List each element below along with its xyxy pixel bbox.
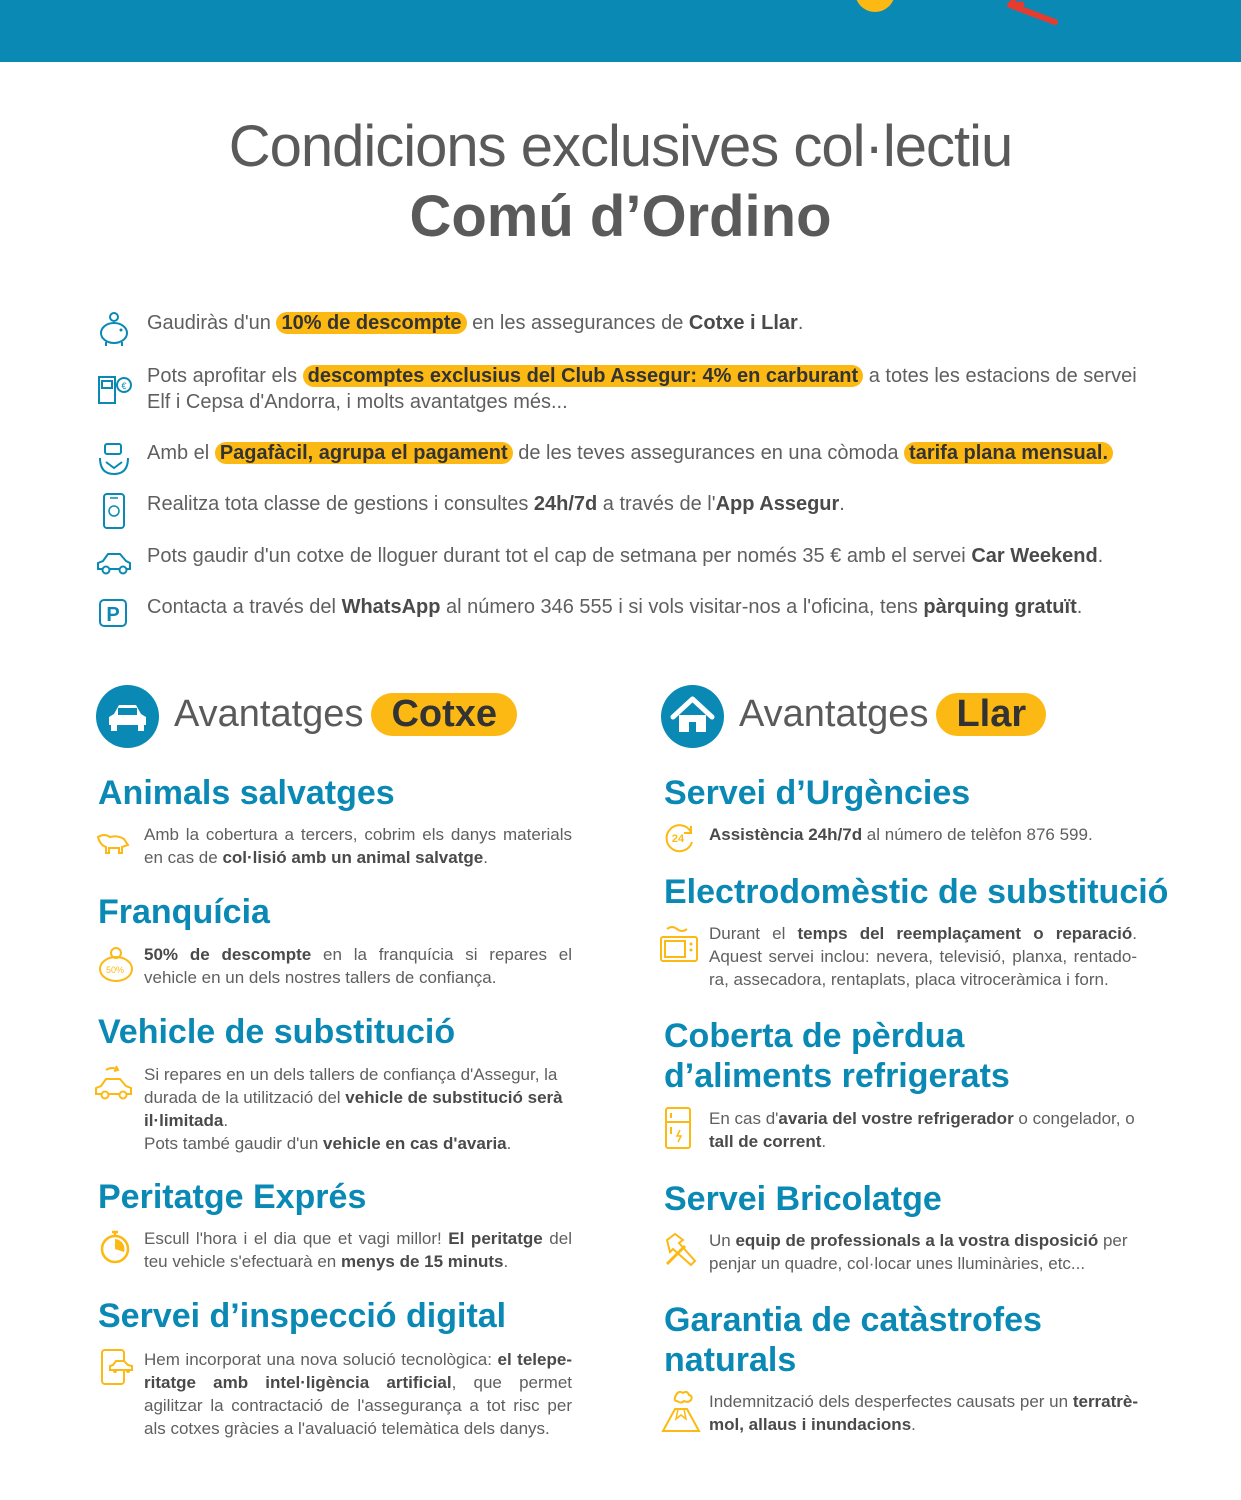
- title-line2: Comú d’Ordino: [409, 184, 832, 249]
- item-text: Escull l'hora i el dia que et vagi millor! El peritatge del teu vehicle s'efectuarà en menys de 15 minuts.: [144, 1229, 572, 1271]
- animal-icon: [96, 823, 132, 859]
- heading: Servei d’inspecció digital: [98, 1297, 507, 1335]
- feature-text: Amb el: [147, 442, 215, 464]
- item-text: Indemnització dels desperfectes causats per un terratrèmol, allaus i inundacions.: [709, 1392, 1139, 1434]
- header-banner: [0, 0, 1241, 62]
- car-circle-icon: [96, 685, 159, 748]
- item-text: Durant el temps del reemplaçament o reparació. Aquest servei inclou: nevera, televisió, planxa, rentadora, assecadora, rentaplats, placa vitroceràmica i forn.: [709, 924, 1137, 989]
- piggy-percent-icon: [96, 945, 136, 985]
- feature-text: Pots gaudir d'un cotxe de lloguer durant tot el cap de setmana per només 35 € amb el servei: [147, 545, 972, 567]
- page-title: [0, 112, 1241, 252]
- section-label: Avantatges: [174, 693, 364, 735]
- bold-text: Cotxe i Llar: [688, 312, 798, 334]
- feature-text: al número 346 555 i si vols visitar-nos a l'oficina, tens: [440, 596, 924, 618]
- bold-text: 24h/7d: [533, 493, 598, 515]
- feature-item: [96, 363, 1156, 419]
- heading: Servei Bricolatge: [664, 1180, 942, 1218]
- feature-item: [96, 310, 1156, 340]
- svg-text:€: €: [121, 381, 127, 391]
- highlight: 10% de descompte: [276, 312, 466, 334]
- bold-text: pàrquing gratuït: [923, 596, 1077, 618]
- heading: Animals salvatges: [98, 774, 395, 812]
- item-text: Si repares en un dels tallers de confiança d'Assegur, la durada de la utilització del vehicle de substitució serà il·limitada. Pots també gaudir d'un vehicle en cas d'avaria.: [144, 1065, 563, 1153]
- item-text: 50% de descompte en la franquícia si repares el vehicle en un dels nostres tallers de confiança.: [144, 945, 572, 987]
- feature-text: Realitza tota classe de gestions i consultes: [147, 493, 534, 515]
- feature-text: a través de l': [597, 493, 716, 515]
- car-icon: [96, 545, 132, 581]
- heading: Electrodomèstic de substitució: [664, 873, 1169, 911]
- 24h-icon: [661, 820, 697, 856]
- heading: Servei d’Urgències: [664, 774, 971, 812]
- heading: Garantia de catàstrofes naturals: [664, 1301, 1042, 1379]
- mobile-app-icon: [96, 493, 132, 529]
- piggy-bank-icon: [96, 312, 132, 348]
- item-text: Un equip de professionals a la vostra disposició per penjar un quadre, col·locar unes lluminàries, etc...: [709, 1231, 1128, 1273]
- bold-text: WhatsApp: [341, 596, 441, 618]
- microwave-icon: [659, 923, 699, 965]
- section-pill: Llar: [936, 693, 1046, 736]
- fridge-icon: [663, 1106, 693, 1152]
- feature-item: [96, 440, 1156, 470]
- item-text: Hem incorporat una nova solució tecnològica: el teleperitatge amb intel·ligència artificial, que permet agilitzar la contractació de l'assegurança a tot risc per als cotxes gràcies a l'avaluació telemàtica dels danys.: [144, 1350, 572, 1438]
- feature-text: de les teves assegurances en una còmoda: [512, 442, 905, 464]
- feature-item: [96, 491, 1156, 521]
- parking-icon: [96, 596, 132, 632]
- percent-badge: 50%: [105, 965, 125, 975]
- bold-text: App Assegur: [715, 493, 840, 515]
- arrow-icon: [1000, 0, 1070, 30]
- item-text: Amb la cobertura a tercers, cobrim els danys materials en cas de col·lisió amb un animal salvatge.: [144, 825, 572, 867]
- section-label: Avantatges: [739, 693, 929, 735]
- phone-car-icon: [98, 1348, 138, 1388]
- volcano-icon: [660, 1389, 702, 1433]
- tools-icon: [661, 1230, 701, 1270]
- feature-text: Gaudiràs d'un: [147, 312, 277, 334]
- highlight: tarifa plana mensual.: [904, 442, 1113, 464]
- logo-dot: [855, 0, 895, 12]
- heading: Franquícia: [98, 893, 270, 931]
- feature-text: a totes les estacions de servei Elf i Cepsa d'Andorra, i molts avantatges més...: [147, 365, 1137, 413]
- feature-text: .: [1076, 596, 1083, 618]
- stopwatch-icon: [97, 1228, 133, 1264]
- replacement-car-icon: [94, 1064, 134, 1104]
- highlight: Pagafàcil, agrupa el pagament: [215, 442, 513, 464]
- payment-hand-icon: [96, 442, 132, 478]
- heading: Peritatge Exprés: [98, 1178, 367, 1216]
- feature-text: .: [839, 493, 845, 515]
- feature-text: Pots aprofitar els: [147, 365, 303, 387]
- bold-text: Car Weekend: [971, 545, 1098, 567]
- feature-text: en les assegurances de: [466, 312, 689, 334]
- section-pill: Cotxe: [371, 693, 517, 736]
- house-circle-icon: [661, 685, 724, 748]
- fuel-pump-icon: [96, 371, 132, 407]
- item-text: En cas d'avaria del vostre refrigerador o congelador, o tall de corrent.: [709, 1109, 1135, 1151]
- feature-item: [96, 594, 1156, 624]
- feature-item: [96, 543, 1156, 573]
- svg-text:P: P: [106, 604, 120, 626]
- 24h-badge: 24: [671, 833, 685, 845]
- heading: Coberta de pèrdua d’aliments refrigerats: [664, 1017, 1010, 1095]
- highlight: descomptes exclusius del Club Assegur: 4% en carburant: [303, 365, 864, 387]
- feature-text: Contacta a través del: [147, 596, 342, 618]
- item-text: Assistència 24h/7d al número de telèfon 876 599.: [709, 825, 1093, 844]
- feature-text: .: [1097, 545, 1104, 567]
- feature-text: .: [797, 312, 804, 334]
- title-line1: Condicions exclusives col·lectiu: [228, 114, 1013, 179]
- heading: Vehicle de substitució: [98, 1013, 456, 1051]
